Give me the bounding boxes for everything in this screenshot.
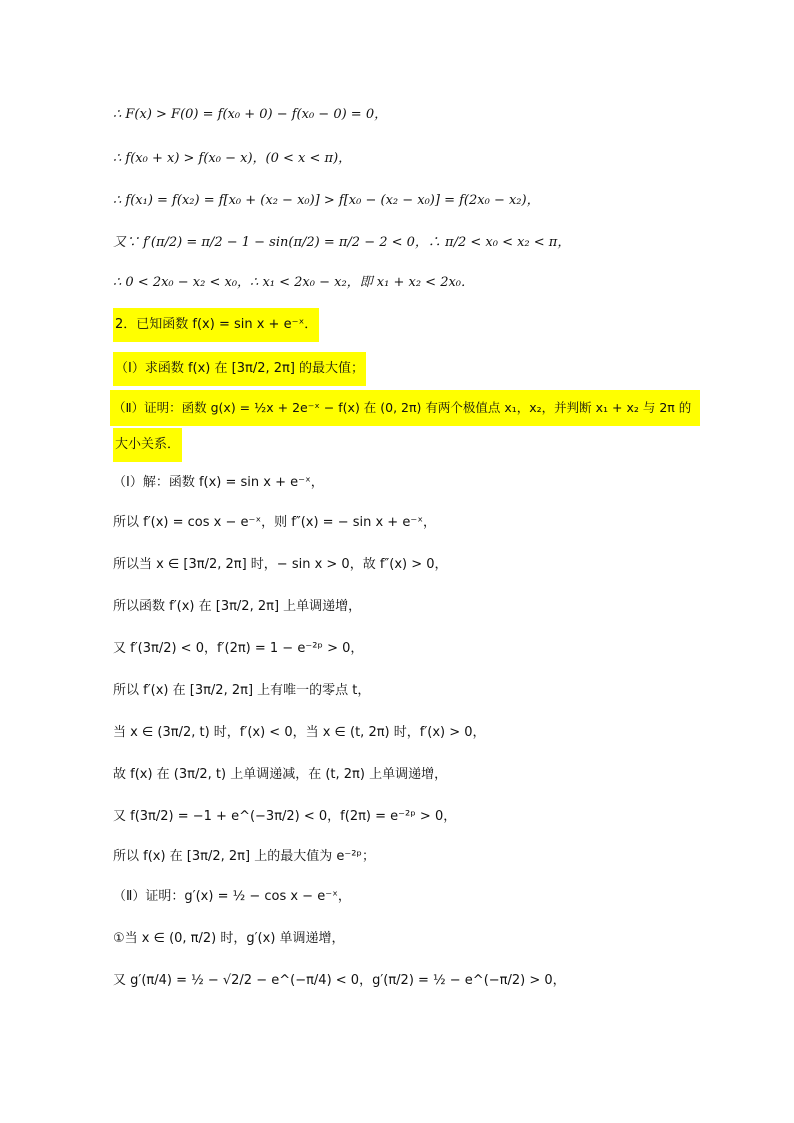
proof-line-4 <box>113 228 570 258</box>
solution-line-7 <box>113 718 486 748</box>
solution-line-10-text: 所以 f(x) 在 [3π/2, 2π] 上的最大值为 e⁻²ᵖ； <box>113 849 375 864</box>
problem-2-part-2-cont <box>113 430 182 460</box>
proof-line-2-text: ∴ f(x₀ + x) > f(x₀ − x)，(0 < x < π)， <box>113 151 352 166</box>
proof-line-3 <box>113 186 540 216</box>
solution-line-12 <box>113 924 345 954</box>
solution-line-13 <box>113 966 566 996</box>
solution-line-9 <box>113 802 456 832</box>
solution-line-11 <box>113 882 351 912</box>
solution-line-12-text: ①当 x ∈ (0, π/2) 时，g′(x) 单调递增， <box>113 931 345 946</box>
proof-line-1-text: ∴ F(x) > F(0) = f(x₀ + 0) − f(x₀ − 0) = 0， <box>113 107 388 122</box>
problem-2-statement <box>113 310 319 340</box>
solution-line-3 <box>113 550 448 580</box>
problem-2-part-2-cont-text: 大小关系． <box>113 428 182 462</box>
proof-line-5-text: ∴ 0 < 2x₀ − x₂ < x₀，∴ x₁ < 2x₀ − x₂，即 x₁ + x₂ < 2x₀． <box>113 275 475 290</box>
problem-2-part-2-text: （Ⅱ）证明：函数 g(x) = ½x + 2e⁻ˣ − f(x) 在 (0, 2π) 有两个极值点 x₁，x₂，并判断 x₁ + x₂ 与 2π 的 <box>113 400 692 415</box>
solution-line-11-text: （Ⅱ）证明：g′(x) = ½ − cos x − e⁻ˣ， <box>113 889 351 904</box>
problem-2-part-1-text: （Ⅰ）求函数 f(x) 在 [3π/2, 2π] 的最大值； <box>113 352 366 386</box>
problem-2-part-2 <box>113 393 691 423</box>
solution-line-4-text: 所以函数 f′(x) 在 [3π/2, 2π] 上单调递增， <box>113 599 362 614</box>
proof-line-4-text: 又∵ f′(π/2) = π/2 − 1 − sin(π/2) = π/2 − 2 < 0，∴ π/2 < x₀ < x₂ < π， <box>113 235 571 250</box>
solution-line-13-text: 又 g′(π/4) = ½ − √2/2 − e^(−π/4) < 0，g′(π/2) = ½ − e^(−π/2) > 0， <box>113 973 566 988</box>
solution-line-6-text: 所以 f′(x) 在 [3π/2, 2π] 上有唯一的零点 t， <box>113 683 371 698</box>
solution-line-9-text: 又 f(3π/2) = −1 + e^(−3π/2) < 0，f(2π) = e⁻²ᵖ > 0， <box>113 809 457 824</box>
solution-line-8-text: 故 f(x) 在 (3π/2, t) 上单调递减，在 (t, 2π) 上单调递增， <box>113 767 448 782</box>
solution-line-2-text: 所以 f′(x) = cos x − e⁻ˣ，则 f″(x) = − sin x + e⁻ˣ， <box>113 515 436 530</box>
solution-line-3-text: 所以当 x ∈ [3π/2, 2π] 时，− sin x > 0，故 f″(x) > 0， <box>113 557 448 572</box>
solution-line-2 <box>113 508 436 538</box>
solution-line-5-text: 又 f′(3π/2) < 0，f′(2π) = 1 − e⁻²ᵖ > 0， <box>113 641 364 656</box>
proof-line-3-text: ∴ f(x₁) = f(x₂) = f[x₀ + (x₂ − x₀)] > f[x₀ − (x₂ − x₀)] = f(2x₀ − x₂)， <box>113 193 540 208</box>
solution-line-1-text: （Ⅰ）解：函数 f(x) = sin x + e⁻ˣ， <box>113 475 324 490</box>
proof-line-2 <box>113 144 351 174</box>
solution-line-4 <box>113 592 361 622</box>
problem-2-part-1 <box>113 354 366 384</box>
solution-line-8 <box>113 760 447 790</box>
problem-2-statement-text: 2．已知函数 f(x) = sin x + e⁻ˣ． <box>113 308 319 342</box>
proof-line-1 <box>113 100 387 130</box>
solution-line-10 <box>113 842 375 872</box>
solution-line-6 <box>113 676 370 706</box>
solution-line-1 <box>113 468 324 498</box>
solution-line-7-text: 当 x ∈ (3π/2, t) 时，f′(x) < 0，当 x ∈ (t, 2π) 时，f′(x) > 0， <box>113 725 486 740</box>
solution-line-5 <box>113 634 363 664</box>
proof-line-5 <box>113 268 474 298</box>
